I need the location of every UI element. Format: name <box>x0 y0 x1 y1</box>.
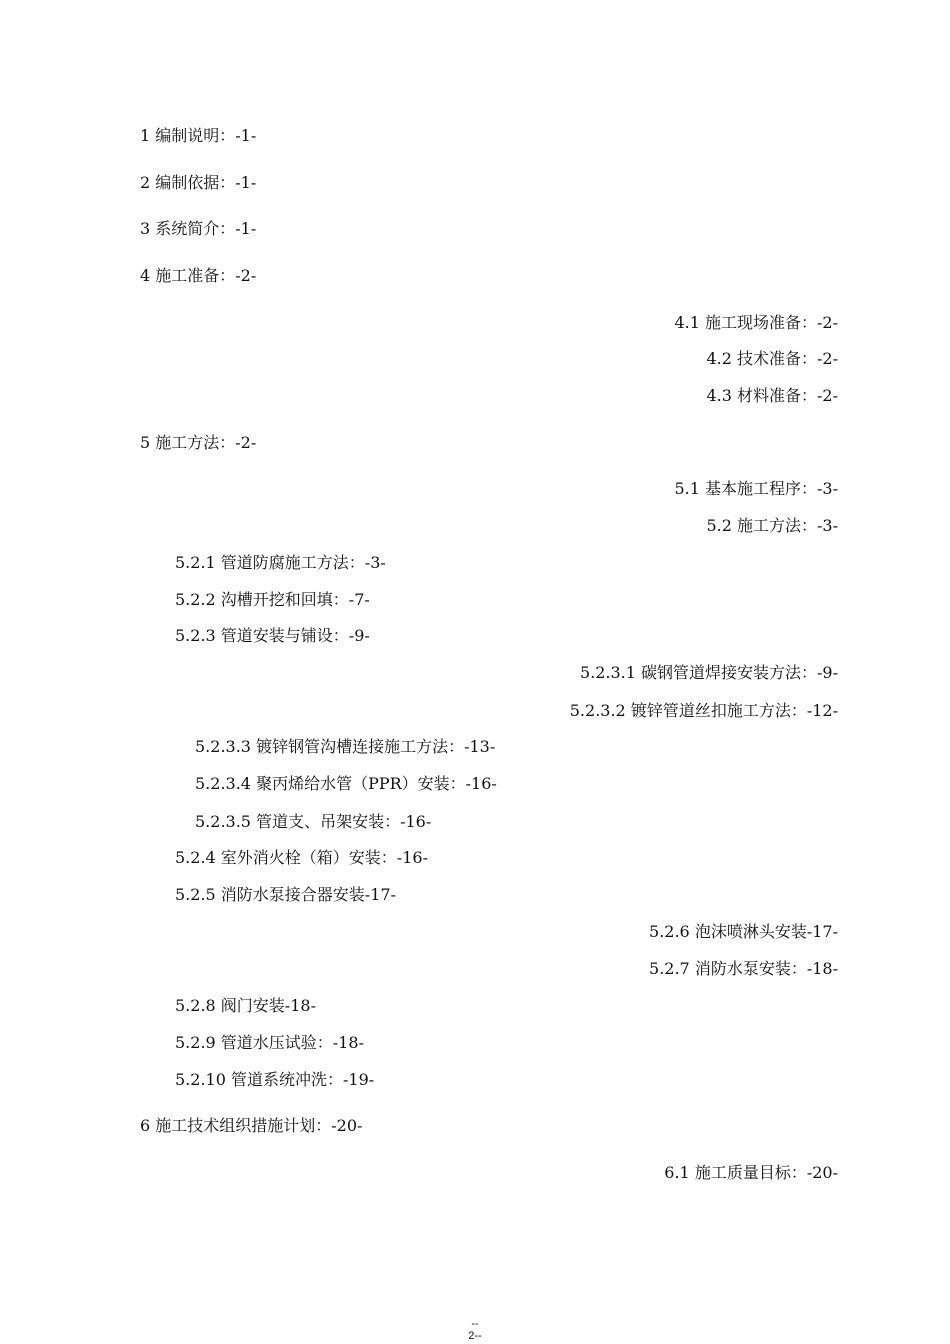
toc-entry-5-2[interactable]: 5.2 施工方法：-3- <box>706 516 838 535</box>
toc-entry-5-2-4[interactable]: 5.2.4 室外消火栓（箱）安装：-16- <box>175 848 428 867</box>
toc-entry-5-2-3-2[interactable]: 5.2.3.2 镀锌管道丝扣施工方法：-12- <box>569 701 838 720</box>
toc-entry-5-2-2[interactable]: 5.2.2 沟槽开挖和回填：-7- <box>175 590 370 609</box>
footer-mark: -- <box>471 1318 479 1330</box>
toc-entry-5-2-10[interactable]: 5.2.10 管道系统冲洗：-19- <box>175 1070 375 1089</box>
toc-entry-4-1[interactable]: 4.1 施工现场准备：-2- <box>674 313 838 332</box>
toc-entry-5-2-3-1[interactable]: 5.2.3.1 碳钢管道焊接安装方法：-9- <box>579 663 838 682</box>
toc-entry-5-2-7[interactable]: 5.2.7 消防水泵安装：-18- <box>649 959 838 978</box>
toc-entry-5-1[interactable]: 5.1 基本施工程序：-3- <box>674 479 838 498</box>
toc-entry-5-2-3-5[interactable]: 5.2.3.5 管道支、吊架安装：-16- <box>195 812 432 831</box>
toc-entry-4-2[interactable]: 4.2 技术准备：-2- <box>706 349 838 368</box>
toc-entry-5-2-6[interactable]: 5.2.6 泡沫喷淋头安装-17- <box>649 922 838 941</box>
toc-entry-5-2-3-3[interactable]: 5.2.3.3 镀锌钢管沟槽连接施工方法：-13- <box>195 737 496 756</box>
toc-entry-4-3[interactable]: 4.3 材料准备：-2- <box>706 386 838 405</box>
toc-entry-5-2-1[interactable]: 5.2.1 管道防腐施工方法：-3- <box>175 553 386 572</box>
toc-entry-5-2-3-4[interactable]: 5.2.3.4 聚丙烯给水管（PPR）安装：-16- <box>195 774 497 793</box>
toc-entry-4[interactable]: 4 施工准备：-2- <box>140 266 257 285</box>
page-number: 2-- <box>468 1330 482 1342</box>
toc-entry-3[interactable]: 3 系统简介：-1- <box>140 219 257 238</box>
toc-entry-5-2-8[interactable]: 5.2.8 阀门安装-18- <box>175 996 316 1015</box>
toc-entry-5-2-3[interactable]: 5.2.3 管道安装与铺设：-9- <box>175 626 370 645</box>
toc-entry-5-2-9[interactable]: 5.2.9 管道水压试验：-18- <box>175 1033 364 1052</box>
toc-entry-6-1[interactable]: 6.1 施工质量目标：-20- <box>664 1163 838 1182</box>
toc-entry-6[interactable]: 6 施工技术组织措施计划：-20- <box>140 1116 363 1135</box>
toc-entry-2[interactable]: 2 编制依据：-1- <box>140 173 257 192</box>
toc-entry-5-2-5[interactable]: 5.2.5 消防水泵接合器安装-17- <box>175 885 396 904</box>
toc-entry-1[interactable]: 1 编制说明：-1- <box>140 126 257 145</box>
toc-entry-5[interactable]: 5 施工方法：-2- <box>140 433 257 452</box>
